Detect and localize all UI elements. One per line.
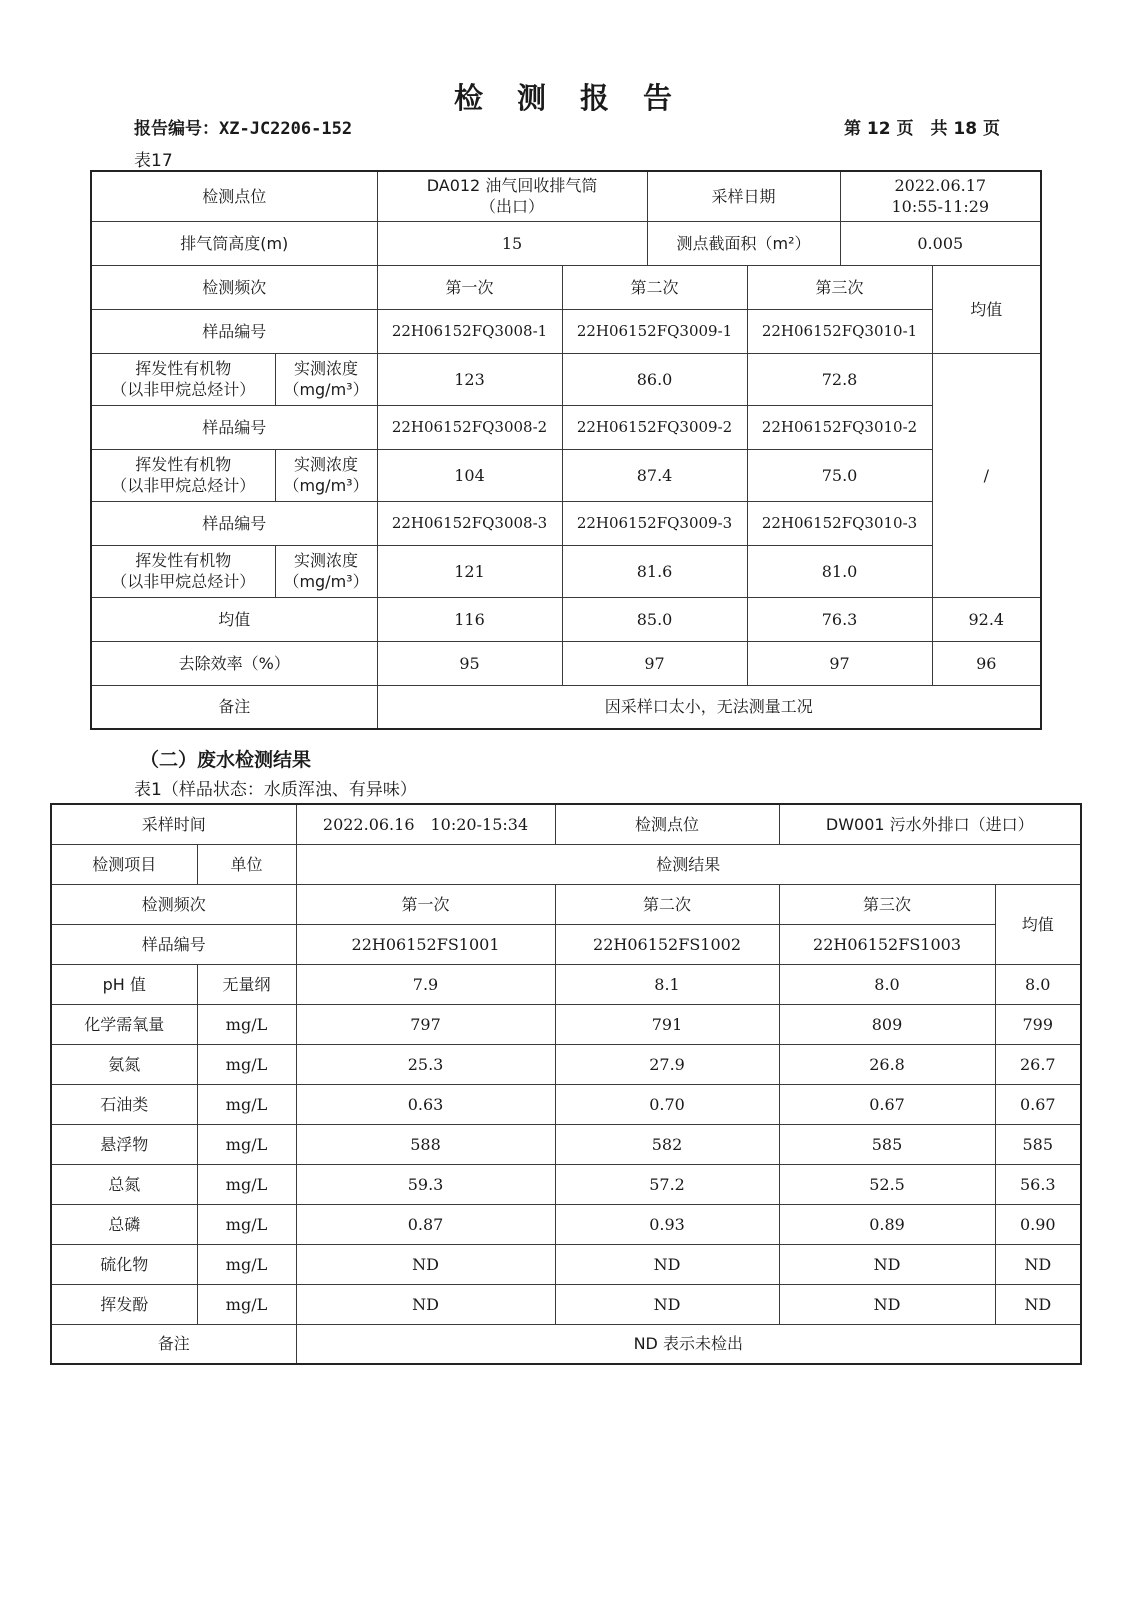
pollutant-line: （以非甲烷总烃计） [111,572,256,591]
cell-value: 8.0 [779,964,995,1004]
cell-unit: mg/L [197,1244,296,1284]
cell-header: 第二次 [562,265,747,309]
cell-item: 挥发酚 [51,1284,197,1324]
cell-value: 0.005 [840,221,1041,265]
point-line: DA012 油气回收排气筒 [426,176,598,196]
cell-value: 57.2 [555,1164,779,1204]
cell-label: 检测点位 [91,171,377,221]
cell-value: 797 [296,1004,555,1044]
cell-value: 22H06152FQ3009-1 [562,309,747,353]
cell-value: ND [995,1284,1081,1324]
table-row [91,353,1041,405]
cell-value [377,171,647,221]
title-char: 告 [643,81,679,115]
table-row [51,964,1081,1004]
table-row [51,1124,1081,1164]
cell-value: 22H06152FQ3008-2 [377,405,562,449]
cell-value: 86.0 [562,353,747,405]
cell-value: ND [995,1244,1081,1284]
cell-value: 121 [377,545,562,597]
document-title [0,76,1132,117]
cell-value: 8.0 [995,964,1081,1004]
conc-line: 实测浓度 [294,455,359,474]
table-row [91,265,1041,309]
cell-value: ND [296,1284,555,1324]
table-row [91,597,1041,641]
pollutant-line: 挥发性有机物 [135,359,232,378]
pollutant-line: 挥发性有机物 [135,455,232,474]
cell-label: 去除效率（%） [91,641,377,685]
cell-item: 硫化物 [51,1244,197,1284]
cell-value: 0.70 [555,1084,779,1124]
cell-header: 均值 [932,265,1041,353]
table1 [50,803,1082,1365]
table-row [51,1244,1081,1284]
cell-value: 25.3 [296,1044,555,1084]
cell-value: 582 [555,1124,779,1164]
cell-value: 97 [747,641,932,685]
cell-label [91,545,275,597]
table-row [51,924,1081,964]
cell-value: 116 [377,597,562,641]
cell-value: 22H06152FS1002 [555,924,779,964]
date-line: 2022.06.17 [894,176,987,196]
pollutant-line: 挥发性有机物 [135,551,232,570]
cell-value: 81.0 [747,545,932,597]
cell-unit: mg/L [197,1204,296,1244]
page-number: 第 12 页 共 18 页 [844,119,1000,139]
cell-label [91,449,275,501]
conc-line: 实测浓度 [294,359,359,378]
cell-label [275,449,377,501]
cell-value: 72.8 [747,353,932,405]
cell-value: 8.1 [555,964,779,1004]
table-row [91,449,1041,501]
table-row [91,171,1041,221]
cell-label: 样品编号 [51,924,296,964]
pollutant-line: （以非甲烷总烃计） [111,380,256,399]
cell-label: 检测结果 [296,844,1081,884]
cell-value: 123 [377,353,562,405]
cell-value: ND 表示未检出 [296,1324,1081,1364]
cell-value: 2022.06.16 10:20-15:34 [296,804,555,844]
cell-value: 0.67 [995,1084,1081,1124]
cell-value: 104 [377,449,562,501]
cell-value: 7.9 [296,964,555,1004]
table-row [51,884,1081,924]
cell-value: 791 [555,1004,779,1044]
cell-label: 均值 [91,597,377,641]
table-row [51,1204,1081,1244]
cell-value: 809 [779,1004,995,1044]
cell-value: 92.4 [932,597,1041,641]
table-row [91,405,1041,449]
title-char: 检 [453,81,489,115]
table17-caption: 表17 [134,151,173,171]
conc-line: （mg/m³） [283,476,369,495]
cell-unit: mg/L [197,1164,296,1204]
cell-label [275,353,377,405]
cell-header: 第一次 [377,265,562,309]
cell-unit: mg/L [197,1124,296,1164]
cell-value: 97 [562,641,747,685]
cell-value: ND [296,1244,555,1284]
cell-value: 22H06152FQ3008-1 [377,309,562,353]
cell-item: 悬浮物 [51,1124,197,1164]
table-row [51,844,1081,884]
cell-unit: mg/L [197,1284,296,1324]
cell-label [91,353,275,405]
cell-value: ND [779,1284,995,1324]
cell-value: 59.3 [296,1164,555,1204]
cell-value: 52.5 [779,1164,995,1204]
cell-value: 585 [779,1124,995,1164]
cell-value: 96 [932,641,1041,685]
cell-value: 27.9 [555,1044,779,1084]
cell-value: 85.0 [562,597,747,641]
cell-value: ND [555,1284,779,1324]
table1-caption: 表1（样品状态：水质浑浊、有异味） [134,780,417,800]
cell-label: 样品编号 [91,501,377,545]
cell-item: 总磷 [51,1204,197,1244]
cell-label [275,545,377,597]
cell-value: 81.6 [562,545,747,597]
cell-unit: mg/L [197,1044,296,1084]
table-row [51,804,1081,844]
cell-value: 0.90 [995,1204,1081,1244]
table-row [91,501,1041,545]
cell-item: 化学需氧量 [51,1004,197,1044]
cell-value: / [932,353,1041,597]
cell-value: 22H06152FS1003 [779,924,995,964]
cell-value: 26.7 [995,1044,1081,1084]
cell-label: 样品编号 [91,309,377,353]
title-char: 报 [580,81,616,115]
cell-value: 0.87 [296,1204,555,1244]
cell-value: 95 [377,641,562,685]
cell-header: 均值 [995,884,1081,964]
cell-label: 检测项目 [51,844,197,884]
title-char: 测 [516,81,552,115]
cell-item: pH 值 [51,964,197,1004]
cell-value: ND [555,1244,779,1284]
cell-unit: mg/L [197,1084,296,1124]
cell-header: 第三次 [747,265,932,309]
cell-value: 0.63 [296,1084,555,1124]
cell-label: 检测频次 [91,265,377,309]
cell-value: 22H06152FQ3009-2 [562,405,747,449]
table-row [51,1084,1081,1124]
pollutant-line: （以非甲烷总烃计） [111,476,256,495]
conc-line: （mg/m³） [283,380,369,399]
cell-value: 22H06152FQ3009-3 [562,501,747,545]
cell-value: 15 [377,221,647,265]
cell-unit: 无量纲 [197,964,296,1004]
table-row [51,1164,1081,1204]
report-number: 报告编号：XZ-JC2206-152 [134,119,353,139]
table-row [91,545,1041,597]
cell-value: 0.67 [779,1084,995,1124]
table-row [51,1044,1081,1084]
cell-item: 石油类 [51,1084,197,1124]
cell-value: 因采样口太小，无法测量工况 [377,685,1041,729]
cell-value: 22H06152FQ3010-2 [747,405,932,449]
conc-line: （mg/m³） [283,572,369,591]
table-row [51,1324,1081,1364]
table-row [51,1004,1081,1044]
cell-value: 22H06152FQ3008-3 [377,501,562,545]
cell-value: 799 [995,1004,1081,1044]
cell-item: 总氮 [51,1164,197,1204]
cell-header: 第一次 [296,884,555,924]
table-row [91,221,1041,265]
cell-label: 采样时间 [51,804,296,844]
cell-value: 0.89 [779,1204,995,1244]
table-row [51,1284,1081,1324]
cell-header: 第二次 [555,884,779,924]
table-row [91,309,1041,353]
cell-label: 测点截面积（m²） [647,221,840,265]
cell-label: 备注 [51,1324,296,1364]
cell-value: 75.0 [747,449,932,501]
cell-value [840,171,1041,221]
cell-label: 检测点位 [555,804,779,844]
cell-unit: mg/L [197,1004,296,1044]
date-line: 10:55-11:29 [891,197,990,217]
cell-value: 87.4 [562,449,747,501]
section-title: （二）废水检测结果 [140,749,312,771]
table-row [91,685,1041,729]
cell-item: 氨氮 [51,1044,197,1084]
cell-value: 0.93 [555,1204,779,1244]
cell-label: 排气筒高度(m) [91,221,377,265]
conc-line: 实测浓度 [294,551,359,570]
cell-label: 备注 [91,685,377,729]
cell-label: 采样日期 [647,171,840,221]
cell-value: 22H06152FQ3010-1 [747,309,932,353]
cell-value: 26.8 [779,1044,995,1084]
cell-value: DW001 污水外排口（进口） [779,804,1081,844]
cell-value: 76.3 [747,597,932,641]
cell-label: 检测频次 [51,884,296,924]
table17 [90,170,1042,730]
cell-header: 第三次 [779,884,995,924]
table-row [91,641,1041,685]
cell-value: ND [779,1244,995,1284]
cell-value: 585 [995,1124,1081,1164]
cell-value: 22H06152FQ3010-3 [747,501,932,545]
point-line: （出口） [480,197,545,217]
cell-value: 588 [296,1124,555,1164]
cell-label: 单位 [197,844,296,884]
cell-label: 样品编号 [91,405,377,449]
cell-value: 56.3 [995,1164,1081,1204]
cell-value: 22H06152FS1001 [296,924,555,964]
